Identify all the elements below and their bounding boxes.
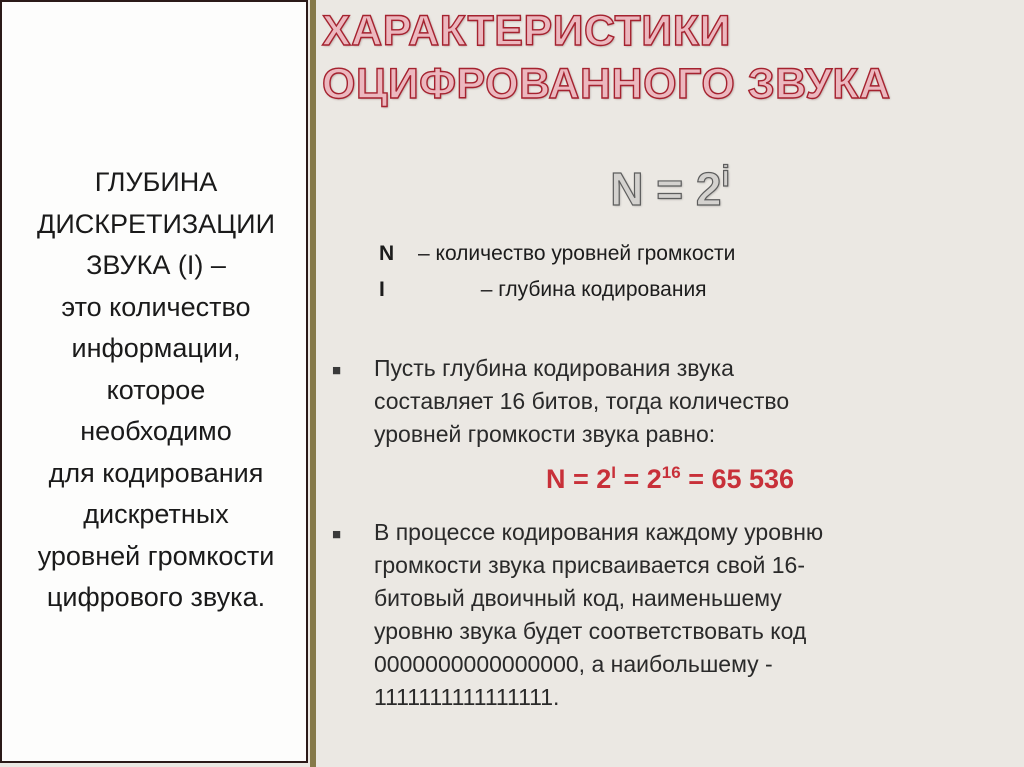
bullet-marker-2: ■ [332, 526, 342, 543]
example-exp-2: 16 [661, 463, 681, 482]
definition-body-line-6: дискретных [83, 499, 229, 529]
definition-body-line-8: цифрового звука. [46, 582, 266, 612]
legend-symbol-n: N [379, 242, 395, 265]
bullet-marker-1: ■ [332, 362, 342, 379]
slide-title-line-1: ХАРАКТЕРИСТИКИ [322, 7, 731, 55]
definition-body-line-3: которое [106, 374, 206, 405]
legend-text-i: – глубина кодирования [480, 278, 707, 301]
bullet-item-2 [332, 516, 892, 714]
legend-text-n: – количество уровней громкости [418, 242, 736, 265]
example-part-2: = 2 [615, 464, 662, 494]
example-part-3: = 65 536 [680, 464, 795, 494]
bullet-1-line-3: уровней громкости звука равно: [374, 421, 716, 447]
definition-panel [0, 0, 308, 763]
legend-row-i [379, 278, 707, 302]
main-formula-exponent: i [721, 160, 730, 193]
legend-symbol-i: I [379, 278, 385, 301]
bullet-2-line-1: В процессе кодирования каждому уровню [374, 519, 824, 545]
definition-body-line-5: для кодирования [48, 457, 264, 488]
example-exp-1: I [611, 463, 616, 482]
definition-body-line-7: уровней громкости [37, 540, 275, 571]
definition-heading-line-2: ДИСКРЕТИЗАЦИИ [37, 208, 275, 239]
bullet-2-line-5: 0000000000000000, а наибольшему - [374, 651, 773, 677]
bullet-2-line-2: громкости звука присваивается свой 16- [374, 552, 806, 578]
example-formula [316, 463, 1024, 495]
definition-heading-line-1: ГЛУБИНА [94, 167, 218, 197]
bullet-item-1 [332, 352, 892, 451]
main-formula-base: N = 2 [610, 163, 722, 215]
bullet-1-line-2: составляет 16 битов, тогда количество [374, 388, 790, 414]
definition-body-line-1: это количество [61, 291, 251, 322]
legend-row-n [379, 242, 735, 266]
bullet-1-line-1: Пусть глубина кодирования звука [374, 355, 734, 381]
vertical-divider [310, 0, 316, 767]
bullet-2-line-4: уровню звука будет соответствовать код [374, 618, 807, 644]
definition-text [2, 162, 310, 619]
definition-body-line-2: информации, [71, 333, 241, 363]
bullet-2-line-3: битовый двоичный код, наименьшему [374, 585, 782, 611]
example-part-1: N = 2 [545, 464, 612, 494]
slide-title-line-2: ОЦИФРОВАННОГО ЗВУКА [322, 60, 891, 108]
bullet-2-line-6: 1111111111111111. [374, 684, 560, 710]
definition-body-line-4: необходимо [80, 416, 232, 446]
main-formula [316, 162, 1024, 216]
definition-heading-line-3: ЗВУКА (I) – [86, 250, 226, 280]
slide-title [322, 5, 891, 111]
